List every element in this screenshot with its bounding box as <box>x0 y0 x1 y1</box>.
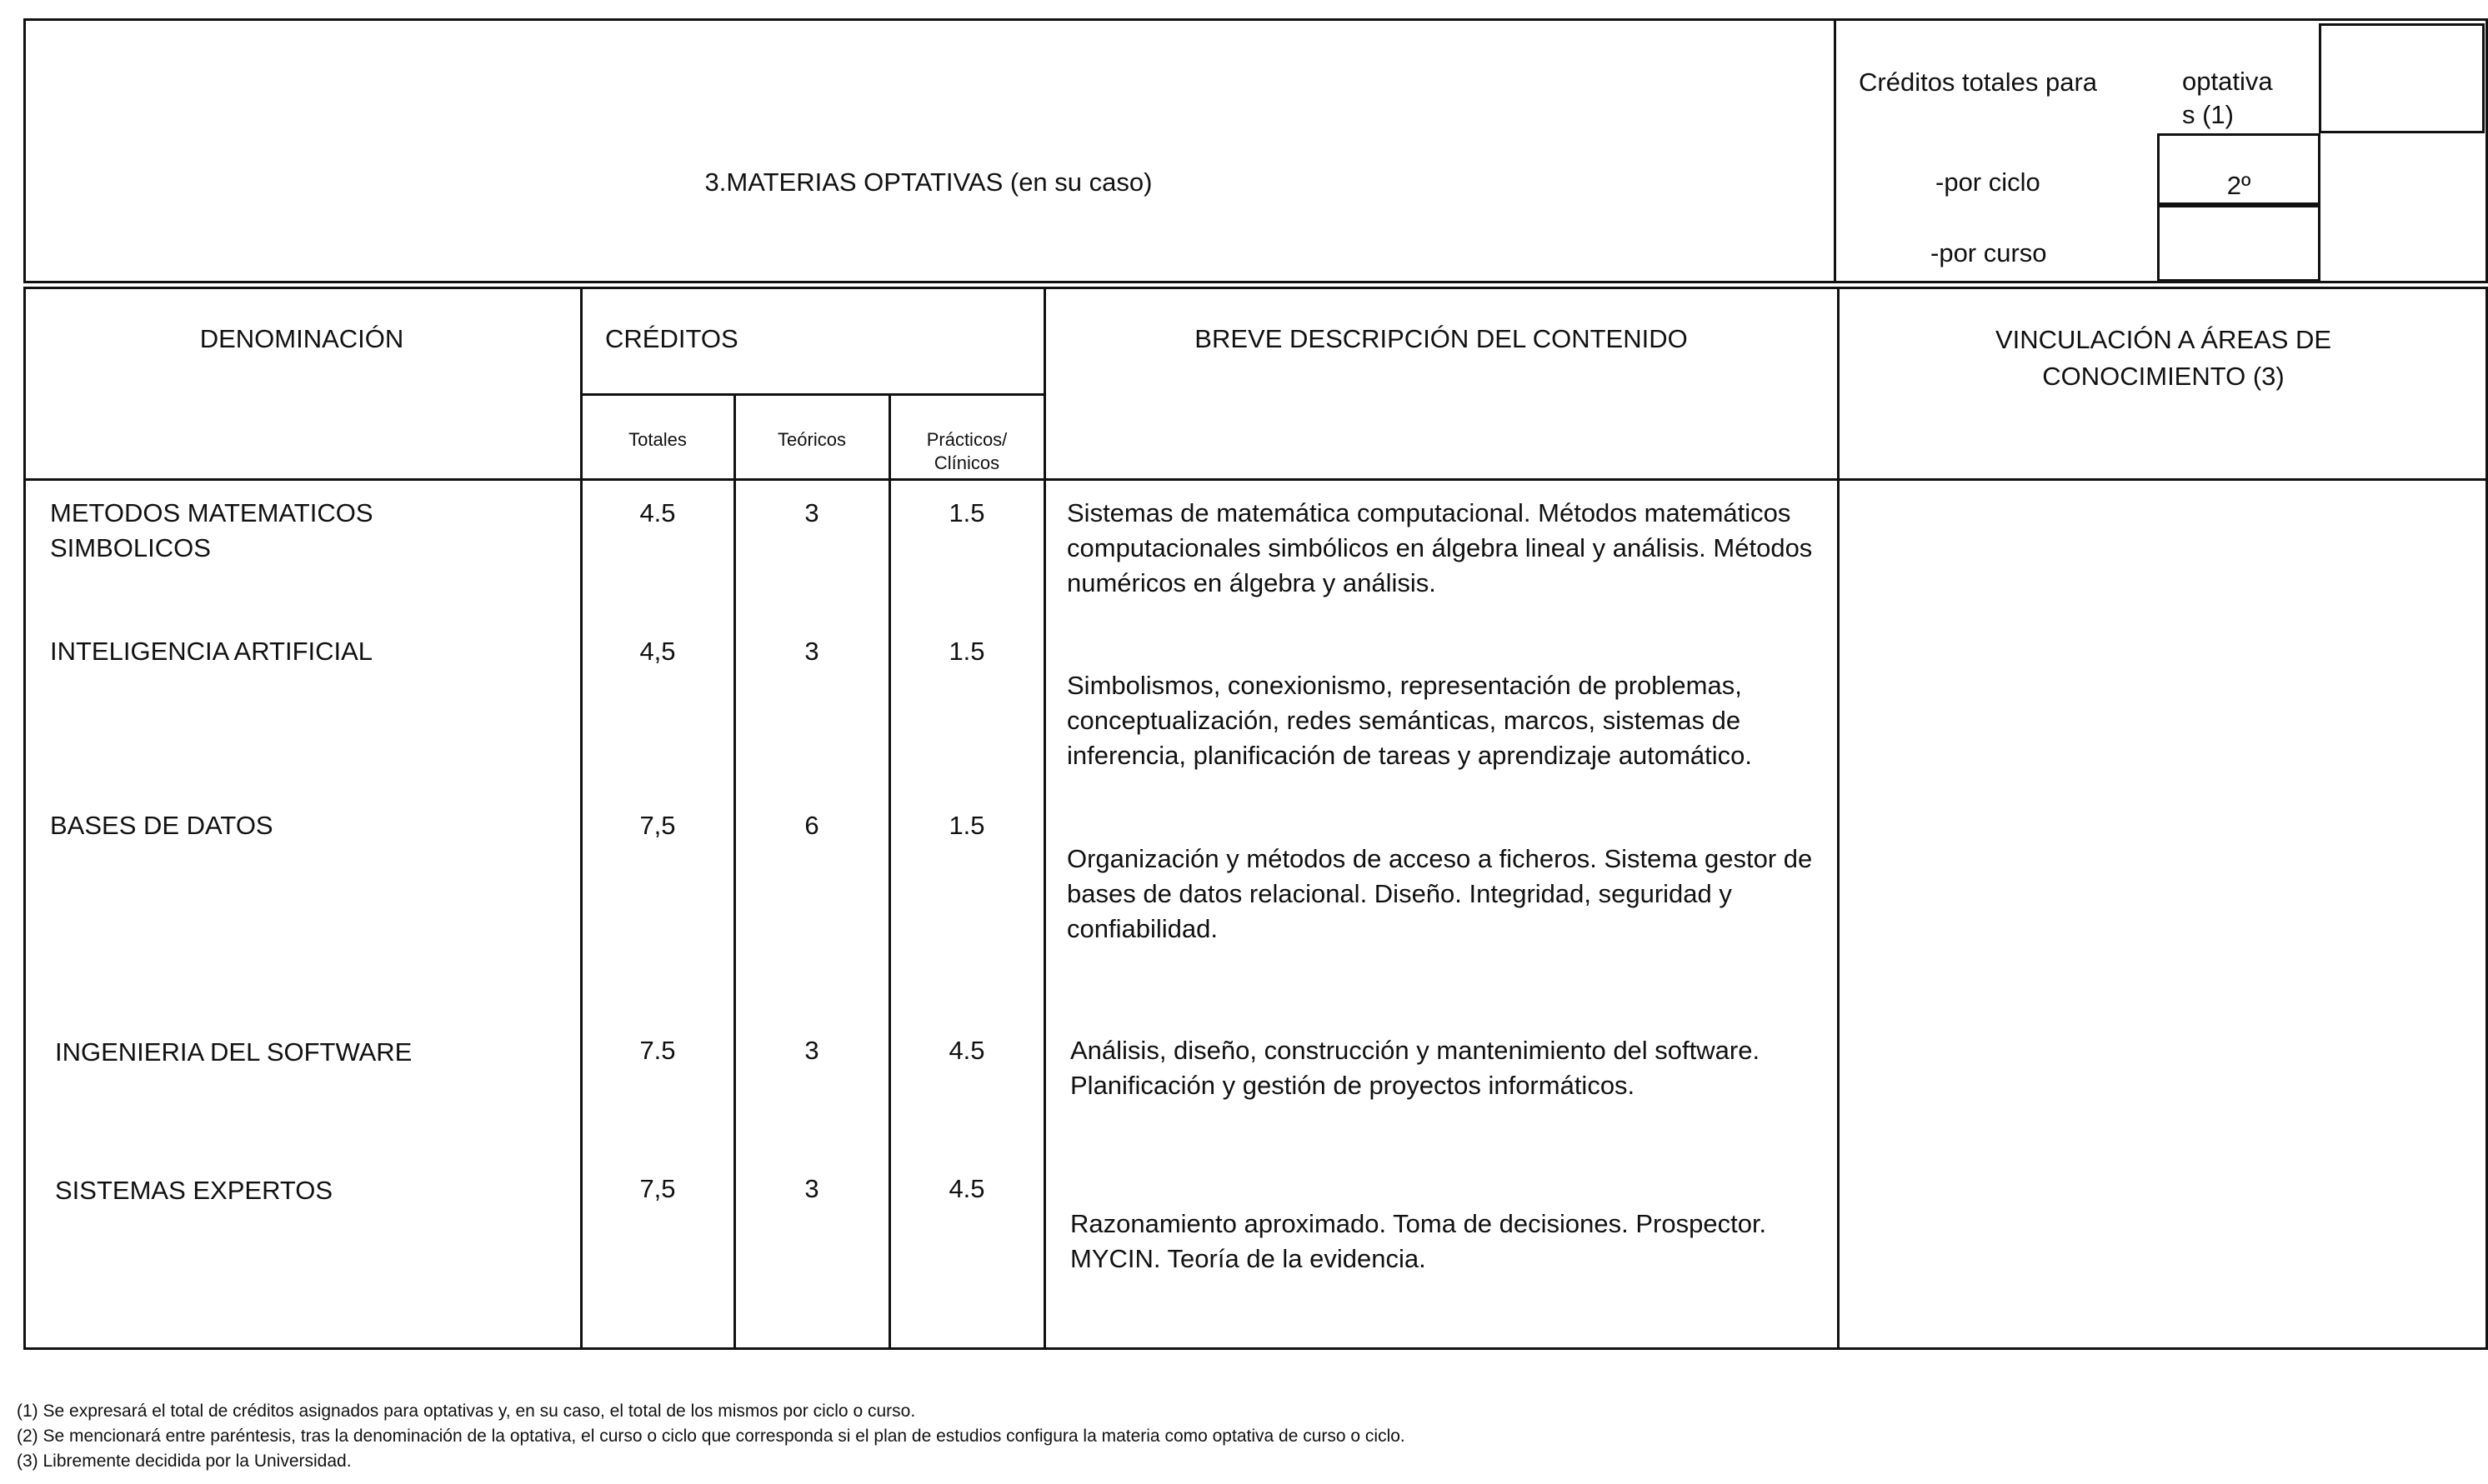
col-line-4 <box>1044 287 1046 1350</box>
row-5-totales: 7,5 <box>639 1174 676 1203</box>
row-1-teoricos: 3 <box>804 498 819 527</box>
row-2-practicos: 1.5 <box>949 637 985 666</box>
row-3-teoricos: 6 <box>804 811 819 840</box>
row-5-description: Razonamiento aproximado. Toma de decisiones. Prospector. MYCIN. Teoría de la evidencia. <box>1070 1209 1767 1273</box>
row-4-teoricos: 3 <box>804 1036 819 1065</box>
header-row-bottom-line <box>23 478 2488 481</box>
col-header-practicos: Prácticos/ Clínicos <box>926 429 1008 473</box>
row-3-totales: 7,5 <box>639 811 676 840</box>
por-curso-label: -por curso <box>1930 238 2047 267</box>
row-5-teoricos: 3 <box>804 1174 819 1203</box>
col-header-creditos: CRÉDITOS <box>605 324 738 353</box>
col-line-5 <box>1837 287 1840 1350</box>
main-table <box>23 287 2488 1350</box>
row-4-name: INGENIERIA DEL SOFTWARE <box>55 1037 413 1067</box>
footnote-2: (2) Se mencionará entre paréntesis, tras la denominación de la optativa, el curso o ciclo que corresponda si el plan de estudios configura la materia como optativa de curso o ciclo. <box>17 1427 1405 1446</box>
ciclo-value: 2º <box>2226 171 2251 200</box>
header-divider <box>1834 18 1836 283</box>
curso-value-box <box>2157 205 2320 282</box>
col-header-denominacion: DENOMINACIÓN <box>199 324 404 353</box>
row-2-name: INTELIGENCIA ARTIFICIAL <box>50 637 373 666</box>
row-5-practicos: 4.5 <box>949 1174 985 1203</box>
creditos-subheader-line <box>580 393 1045 396</box>
row-3-name: BASES DE DATOS <box>50 811 273 840</box>
col-header-teoricos: Teóricos <box>778 429 846 450</box>
row-3-description: Organización y métodos de acceso a ficheros. Sistema gestor de bases de datos relacional. Diseño. Integridad, seguridad y confiabilidad. <box>1067 844 1813 943</box>
row-4-practicos: 4.5 <box>949 1036 985 1065</box>
row-2-description: Simbolismos, conexionismo, representación de problemas, conceptualización, redes semánticas, marcos, sistemas de inferencia, planificación de tareas y aprendizaje automático. <box>1067 671 1752 770</box>
row-4-totales: 7.5 <box>639 1036 676 1065</box>
footnote-1: (1) Se expresará el total de créditos asignados para optativas y, en su caso, el total de los mismos por ciclo o curso. <box>17 1402 916 1421</box>
row-2-totales: 4,5 <box>639 637 676 666</box>
footnote-3: (3) Libremente decidida por la Universidad. <box>17 1452 352 1471</box>
page-title: 3.MATERIAS OPTATIVAS (en su caso) <box>704 167 1153 197</box>
optativas-label: optativa s (1) <box>2182 67 2273 129</box>
col-header-vinculacion: VINCULACIÓN A ÁREAS DE CONOCIMIENTO (3) <box>1995 325 2332 391</box>
row-3-practicos: 1.5 <box>949 811 985 840</box>
row-1-totales: 4.5 <box>639 498 676 527</box>
row-1-practicos: 1.5 <box>949 498 985 527</box>
row-4-description: Análisis, diseño, construcción y mantenimiento del software. Planificación y gestión de proyectos informáticos. <box>1070 1036 1760 1100</box>
col-header-descripcion: BREVE DESCRIPCIÓN DEL CONTENIDO <box>1194 324 1688 353</box>
por-ciclo-label: -por ciclo <box>1935 167 2040 197</box>
header-box <box>23 18 2488 283</box>
row-5-name: SISTEMAS EXPERTOS <box>55 1176 333 1205</box>
row-2-teoricos: 3 <box>804 637 819 666</box>
row-1-name: METODOS MATEMATICOS SIMBOLICOS <box>50 498 373 562</box>
optativas-value-box <box>2319 23 2485 133</box>
row-1-description: Sistemas de matemática computacional. Métodos matemáticos computacionales simbólicos en álgebra lineal y análisis. Métodos numéricos en álgebra y análisis. <box>1067 498 1813 597</box>
col-header-totales: Totales <box>628 429 687 450</box>
creditos-totales-label: Créditos totales para <box>1859 67 2098 97</box>
